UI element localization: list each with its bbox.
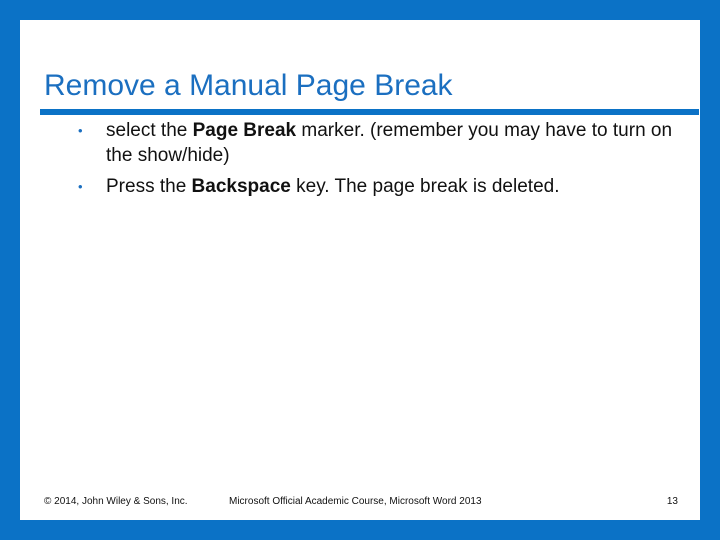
- bullet-item: [78, 174, 698, 199]
- slide-title: Remove a Manual Page Break: [44, 69, 453, 102]
- footer-page-number: 13: [666, 496, 678, 507]
- title-underline: [40, 109, 699, 115]
- bullet-text: Press the: [106, 176, 192, 197]
- bullet-marker: •: [78, 179, 83, 194]
- bullet-text: select the: [106, 120, 193, 141]
- footer-course: Microsoft Official Academic Course, Microsoft Word 2013: [229, 496, 482, 507]
- footer-copyright: © 2014, John Wiley & Sons, Inc.: [44, 496, 188, 507]
- bullet-text: key. The page break is deleted.: [290, 176, 560, 197]
- bullet-text: marker. (remember you may have to turn on the show/hide): [106, 120, 673, 166]
- bullet-bold-text: Page Break: [192, 120, 297, 141]
- bullet-marker: •: [78, 123, 83, 138]
- bullet-bold-text: Backspace: [191, 176, 291, 197]
- bullet-list: [78, 118, 698, 205]
- slide: [20, 20, 700, 520]
- bullet-item: [78, 118, 698, 168]
